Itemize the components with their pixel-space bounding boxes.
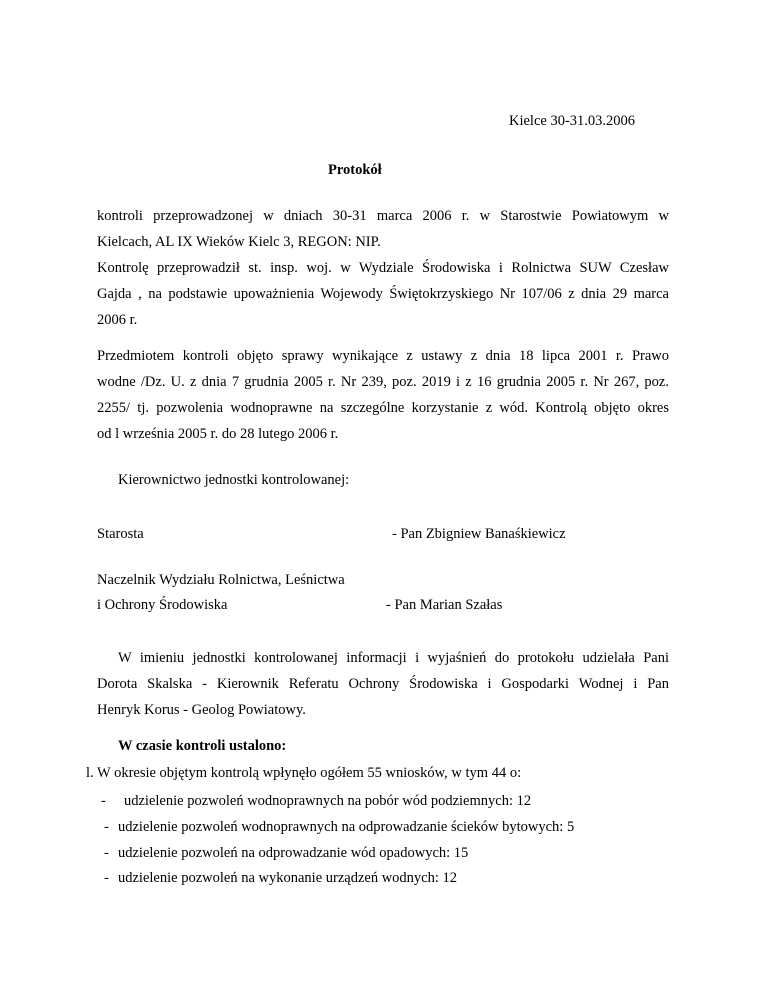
intro-line: 2006 r. — [97, 312, 138, 328]
explanations-line: Dorota Skalska - Kierownik Referatu Ochrony Środowiska i Gospodarki Wodnej i Pan — [97, 676, 669, 692]
subject-line: 2255/ tj. pozwolenia wodnoprawne na szczególne korzystanie z wód. Kontrolą objęto okres — [97, 400, 669, 416]
intro-line: Kielcach, AL IX Wieków Kielc 3, REGON: NIP. — [97, 234, 381, 250]
list-item — [104, 819, 574, 836]
subject-line: od l września 2005 r. do 28 lutego 2006 r. — [97, 426, 339, 442]
explanations-paragraph — [97, 645, 669, 723]
management-heading: Kierownictwo jednostki kontrolowanej: — [118, 472, 350, 488]
list-item-text: udzielenie pozwoleń wodnoprawnych na pobór wód podziemnych: 12 — [124, 793, 532, 809]
list-item-text: udzielenie pozwoleń na odprowadzanie wód opadowych: 15 — [118, 845, 469, 861]
list-item-text: udzielenie pozwoleń na wykonanie urządzeń wodnych: 12 — [118, 870, 458, 886]
bullet-dash: - — [101, 793, 106, 809]
naczelnik-name: - Pan Marian Szałas — [386, 597, 503, 613]
subject-line: Przedmiotem kontroli objęto sprawy wynikające z ustawy z dnia 18 lipca 2001 r. Prawo — [97, 348, 669, 364]
naczelnik-label-line-1: Naczelnik Wydziału Rolnictwa, Leśnictwa — [97, 572, 345, 588]
findings-item-1: l. W okresie objętym kontrolą wpłynęło ogółem 55 wniosków, w tym 44 o: — [86, 765, 522, 781]
intro-paragraph — [97, 203, 669, 333]
explanations-line: W imieniu jednostki kontrolowanej informacji i wyjaśnień do protokołu udzielała Pani — [118, 650, 669, 666]
list-item — [101, 793, 531, 810]
document-date: Kielce 30-31.03.2006 — [509, 113, 636, 129]
intro-line: kontroli przeprowadzonej w dniach 30-31 marca 2006 r. w Starostwie Powiatowym w — [97, 208, 669, 224]
bullet-dash: - — [104, 870, 109, 886]
list-item-text: udzielenie pozwoleń wodnoprawnych na odprowadzanie ścieków bytowych: 5 — [118, 819, 575, 835]
subject-line: wodne /Dz. U. z dnia 7 grudnia 2005 r. Nr 239, poz. 2019 i z 16 grudnia 2005 r. Nr 267, poz. — [97, 374, 669, 390]
starosta-label: Starosta — [97, 526, 144, 542]
bullet-dash: - — [104, 819, 109, 835]
starosta-name: - Pan Zbigniew Banaśkiewicz — [392, 526, 566, 542]
list-item — [104, 845, 468, 862]
bullet-dash: - — [104, 845, 109, 861]
findings-heading: W czasie kontroli ustalono: — [118, 738, 287, 754]
document-title: Protokół — [328, 162, 382, 178]
intro-line: Gajda , na podstawie upoważnienia Wojewody Świętokrzyskiego Nr 107/06 z dnia 29 marca — [97, 286, 669, 302]
list-item — [104, 870, 457, 887]
subject-paragraph — [97, 343, 669, 447]
explanations-line: Henryk Korus - Geolog Powiatowy. — [97, 702, 306, 718]
intro-line: Kontrolę przeprowadził st. insp. woj. w Wydziale Środowiska i Rolnictwa SUW Czesław — [97, 260, 669, 276]
naczelnik-label-line-2: i Ochrony Środowiska — [97, 597, 228, 613]
